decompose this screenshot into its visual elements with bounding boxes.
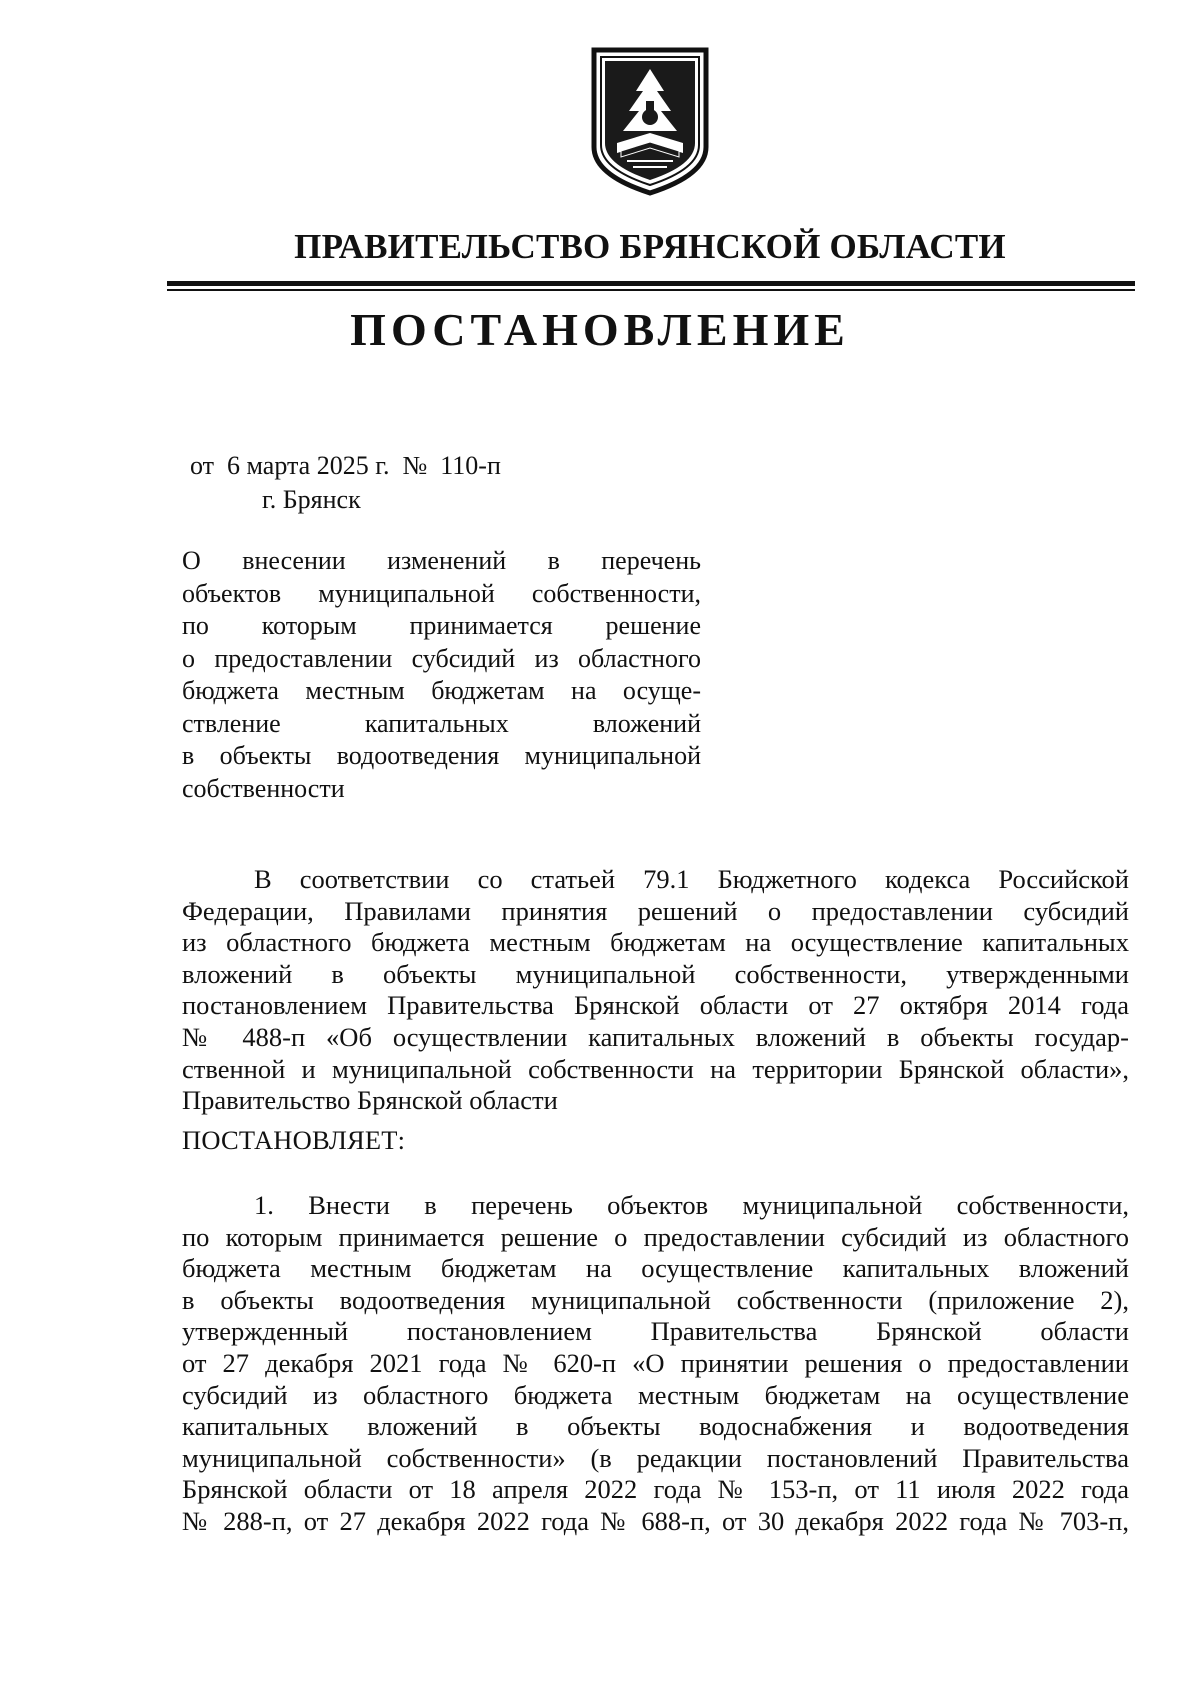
paragraph-line: бюджета местным бюджетам на осуществление капитальных вложений [182,1253,1129,1284]
paragraph-line: ственной и муниципальной собственности на территории Брянской области», [182,1053,1129,1084]
header-divider-thin [167,289,1135,291]
paragraph-line: Федерации, Правилами принятия решений о предоставлении субсидий [182,895,1129,926]
subject-line: собственности [182,773,345,803]
subject-line: О внесении изменений в перечень [182,546,701,575]
paragraph-line: 1. Внести в перечень объектов муниципальной собственности, [254,1190,1129,1220]
paragraph-line: В соответствии со статьей 79.1 Бюджетного кодекса Российской [254,864,1129,894]
paragraph-line: из областного бюджета местным бюджетам на осуществление капитальных [182,927,1129,958]
header-divider-thick [167,281,1135,286]
paragraph-line: постановлением Правительства Брянской области от 27 октября 2014 года [182,990,1129,1021]
paragraph-line: по которым принимается решение о предоставлении субсидий из областного [182,1221,1129,1252]
document-place: г. Брянск [262,485,361,514]
resolve-heading: ПОСТАНОВЛЯЕТ: [182,1125,406,1155]
subject-line: бюджета местным бюджетам на осуще- [182,676,701,705]
paragraph-line: утвержденный постановлением Правительства Брянской области [182,1316,1129,1347]
paragraph-line: от 27 декабря 2021 года № 620-п «О принятии решения о предоставлении [182,1347,1129,1378]
paragraph-line: вложений в объекты муниципальной собственности, утвержденными [182,958,1129,989]
document-subject [182,545,701,805]
paragraph-line: Правительство Брянской области [182,1085,558,1116]
paragraph-line: субсидий из областного бюджета местным бюджетам на осуществление [182,1379,1129,1410]
paragraph-line: капитальных вложений в объекты водоснабжения и водоотведения [182,1411,1129,1442]
subject-line: объектов муниципальной собственности, [182,578,701,608]
subject-line: о предоставлении субсидий из областного [182,643,701,673]
document-type-title: ПОСТАНОВЛЕНИЕ [350,304,850,355]
clause-1-paragraph [182,1190,1129,1538]
subject-line: ствление капитальных вложений [182,708,701,738]
paragraph-line: в объекты водоотведения муниципальной собственности (приложение 2), [182,1284,1129,1315]
document-date-number: от 6 марта 2025 г. № 110-п [190,451,501,480]
paragraph-line: Брянской области от 18 апреля 2022 года № 153-п, от 11 июля 2022 года [182,1474,1129,1505]
subject-line: по которым принимается решение [182,611,701,640]
paragraph-line: муниципальной собственности» (в редакции постановлений Правительства [182,1442,1129,1473]
paragraph-line: № 288-п, от 27 декабря 2022 года № 688-п, от 30 декабря 2022 года № 703-п, [182,1505,1129,1536]
coat-of-arms-emblem [591,47,709,197]
subject-line: в объекты водоотведения муниципальной [182,741,701,770]
organization-title: ПРАВИТЕЛЬСТВО БРЯНСКОЙ ОБЛАСТИ [294,227,1006,266]
preamble-paragraph [182,864,1129,1117]
paragraph-line: № 488-п «Об осуществлении капитальных вложений в объекты государ- [182,1021,1129,1052]
